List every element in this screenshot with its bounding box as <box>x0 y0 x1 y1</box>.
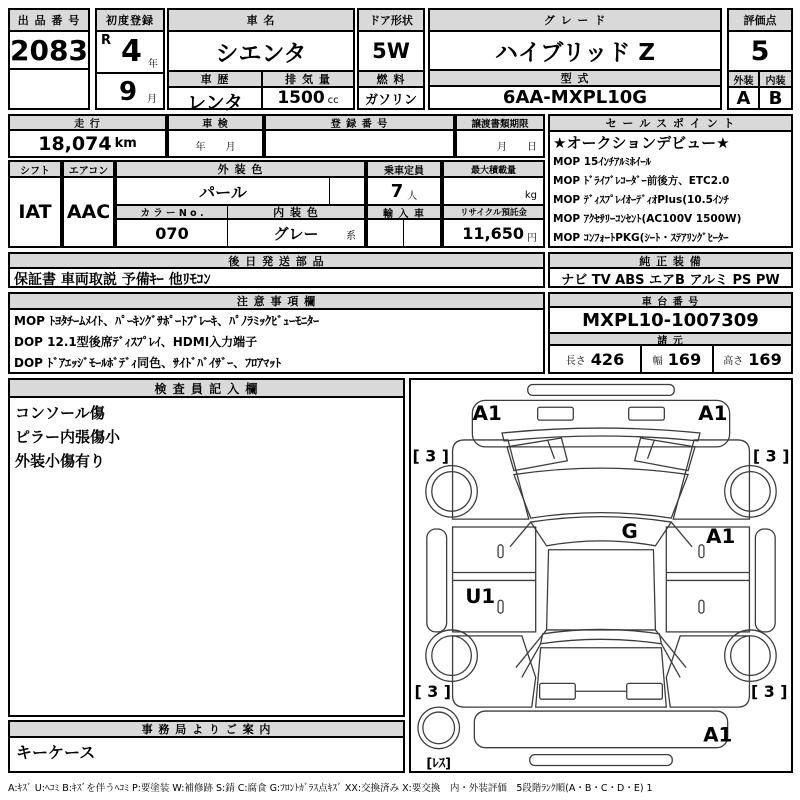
first-reg-month-cell <box>97 74 163 108</box>
damage-mark: A1 <box>706 524 736 548</box>
interior-label: 内装 <box>760 70 791 88</box>
sales-point-box <box>548 114 793 248</box>
auction-no-label: 出 品 番 号 <box>10 10 88 32</box>
mileage-value: 18,074 <box>38 132 112 155</box>
text-line: MOP 15ｲﾝﾁｱﾙﾐﾎｲｰﾙ <box>553 156 651 168</box>
int-color-label: 内 装 色 <box>228 204 364 220</box>
int-color-suffix: 系 <box>346 231 356 242</box>
auction-no-box <box>8 8 90 110</box>
office-box <box>8 720 405 773</box>
damage-mark: [ﾚｽ] <box>426 756 452 771</box>
car-name-box <box>167 8 355 114</box>
later-parts-box <box>8 252 545 288</box>
exterior-grade: A <box>729 88 760 108</box>
office-title: 事 務 局 よ り ご 案 内 <box>10 722 403 738</box>
year-unit: 年 <box>148 59 158 70</box>
payload-unit: kg <box>524 190 537 201</box>
inspection-value: 年 月 <box>195 142 236 153</box>
model-code-value: 6AA-MXPL10G <box>502 87 648 108</box>
car-damage-diagram <box>411 380 791 771</box>
grade-label: グ レ ー ド <box>430 10 720 32</box>
damage-marks <box>413 402 790 771</box>
score-value: 5 <box>750 35 770 67</box>
spec-band <box>8 160 545 248</box>
text-line: DOP 12.1型後席ﾃﾞｨｽﾌﾟﾚｲ、HDMI入力端子 <box>14 335 258 349</box>
length-cell <box>550 346 642 372</box>
chassis-number: MXPL10-1007309 <box>582 309 759 331</box>
month-unit: 月 <box>147 94 157 105</box>
capacity-unit: 人 <box>407 191 418 202</box>
shift-label: シフト <box>10 162 60 178</box>
sales-lines <box>553 153 788 248</box>
later-parts-content: 保証書 車両取説 予備ｷｰ 他ﾘﾓｺﾝ <box>14 272 211 288</box>
history-value: レンタ <box>187 92 243 114</box>
width-label: 幅 <box>652 355 663 367</box>
color-no-value: 070 <box>117 220 228 246</box>
payload-col <box>442 162 543 246</box>
capacity-col <box>366 162 442 246</box>
reg-year-value: 4 <box>121 34 142 69</box>
transfer-label: 譲渡書類期限 <box>457 116 543 131</box>
import-label: 輸 入 車 <box>368 204 440 220</box>
sales-headline: ★オークションデビュー★ <box>553 134 730 152</box>
recycle-label: リサイクル預託金 <box>444 204 543 220</box>
history-label: 車 歴 <box>169 70 261 88</box>
damage-mark: G <box>621 519 638 543</box>
capacity-label: 乗車定員 <box>368 162 440 178</box>
inspector-content <box>10 398 403 715</box>
damage-mark: [ 3 ] <box>414 682 452 702</box>
chassis-title: 車 台 番 号 <box>550 294 791 308</box>
recycle-cell <box>444 220 543 246</box>
ext-color-value: パール <box>199 182 247 202</box>
grade-box <box>428 8 722 110</box>
reg-no-label: 登 録 番 号 <box>266 116 453 131</box>
width-value: 169 <box>667 349 702 369</box>
aircon-value: AAC <box>66 201 111 223</box>
notes-content <box>10 310 543 374</box>
auction-no-empty-cell <box>10 70 88 108</box>
inspector-title: 検 査 員 記 入 欄 <box>10 380 403 398</box>
door-shape-box <box>357 8 425 110</box>
mileage-label: 走 行 <box>10 116 165 131</box>
equipment-box <box>548 252 793 288</box>
payload-label: 最大積載量 <box>444 162 543 178</box>
sales-point-content <box>550 132 791 249</box>
width-cell <box>642 346 714 372</box>
damage-mark: [ 3 ] <box>412 446 450 466</box>
height-cell <box>714 346 791 372</box>
transfer-col <box>455 116 543 156</box>
car-name-value: シエンタ <box>215 40 307 67</box>
height-label: 高さ <box>723 355 744 367</box>
spec-title: 諸 元 <box>550 332 791 346</box>
car-name-label: 車 名 <box>169 10 353 32</box>
history-col <box>169 70 261 114</box>
capacity-cell <box>368 178 440 204</box>
damage-mark: U1 <box>465 585 496 609</box>
ext-color-empty-cell <box>329 178 364 204</box>
aircon-label: エアコン <box>64 162 113 178</box>
text-line: コンソール傷 <box>15 404 105 422</box>
car-outline <box>418 385 776 766</box>
fuel-label: 燃 料 <box>359 70 423 88</box>
damage-mark: A1 <box>703 723 733 747</box>
recycle-unit: 円 <box>527 233 537 244</box>
height-value: 169 <box>748 349 782 369</box>
import-cell-left <box>368 220 404 246</box>
int-color-cell <box>228 220 364 246</box>
grade-value: ハイブリッド Z <box>494 40 656 66</box>
chassis-box <box>548 292 793 374</box>
text-line: DOP ﾄﾞｱｴｯｼﾞﾓｰﾙﾎﾞﾃﾞｨ同色、ｻｲﾄﾞﾊﾞｲｻﾞｰ、ﾌﾛｱﾏｯﾄ <box>14 356 282 370</box>
door-label: ドア形状 <box>359 10 423 32</box>
later-parts-title: 後 日 発 送 部 品 <box>10 254 543 269</box>
shift-value: IAT <box>18 201 52 223</box>
fuel-value: ガソリン <box>364 92 417 108</box>
notes-title: 注 意 事 項 欄 <box>10 294 543 310</box>
color-block <box>115 162 366 246</box>
damage-mark: [ 3 ] <box>752 446 790 466</box>
displacement-col <box>261 70 353 108</box>
mileage-col <box>10 116 167 156</box>
first-registration-box <box>95 8 165 110</box>
text-line: ピラー内張傷小 <box>15 428 121 446</box>
damage-diagram-box <box>409 378 793 773</box>
text-line: MOP ﾃﾞｨｽﾌﾟﾚｲｵｰﾃﾞｨｵPlus(10.5ｲﾝﾁ <box>553 194 729 206</box>
inspection-col <box>167 116 264 156</box>
text-line: MOP ﾄﾖﾀﾁｰﾑﾒｲﾄ、ﾊﾟｰｷﾝｸﾞｻﾎﾟｰﾄﾌﾞﾚｰｷ、ﾊﾟﾉﾗﾐｯｸﾋﾞｭｰﾓﾆﾀｰ <box>14 314 320 328</box>
notes-box <box>8 292 545 374</box>
interior-grade: B <box>768 87 783 109</box>
text-line: MOP ﾄﾞﾗｲﾌﾞﾚｺｰﾀﾞｰ前後方、ETC2.0 <box>553 175 730 187</box>
text-line: MOP ｱｸｾｻﾘｰｺﾝｾﾝﾄ(AC100V 1500W) <box>553 213 742 225</box>
text-line: MOP ｺﾝﾌｫｰﾄPKG(ｼｰﾄ・ｽﾃｱﾘﾝｸﾞﾋｰﾀｰ <box>553 232 729 244</box>
first-reg-label: 初度登録 <box>97 10 163 32</box>
score-box <box>727 8 793 110</box>
text-line: 外装小傷有り <box>15 452 106 470</box>
mileage-cell <box>10 131 165 156</box>
capacity-value: 7 <box>390 180 404 202</box>
damage-mark: A1 <box>698 402 728 426</box>
length-label: 長さ <box>565 355 586 367</box>
color-no-label: カ ラ ー N o . <box>117 204 228 220</box>
inspection-label: 車 検 <box>169 116 262 131</box>
damage-mark: [ 3 ] <box>750 682 788 702</box>
door-value: 5W <box>372 39 410 63</box>
equipment-items: ナビ TV ABS エアB アルミ PS PW <box>561 273 780 288</box>
reg-no-value <box>266 131 453 156</box>
shift-col <box>10 162 62 246</box>
inspector-box <box>8 378 405 717</box>
legend: A:ｷｽﾞ U:ﾍｺﾐ B:ｷｽﾞを伴うﾍｺﾐ P:要塗装 W:補修跡 S:錆 C:腐食 G:ﾌﾛﾝﾄｶﾞﾗｽ点ｷｽﾞ XX:交換済み X:要交換 内・外装評価 5段階ﾗﾝｸ順(A・B・C・D・E) 1 <box>8 783 653 794</box>
exterior-label: 外装 <box>729 70 760 88</box>
mileage-unit: km <box>114 136 137 151</box>
ext-color-label: 外 装 色 <box>117 162 364 178</box>
damage-mark: A1 <box>472 402 502 426</box>
transfer-value: 月 日 <box>497 142 537 153</box>
aircon-col <box>62 162 115 246</box>
auction-no-value: 2083 <box>10 32 88 70</box>
registration-band <box>8 114 545 158</box>
displacement-value: 1500 <box>277 88 325 108</box>
displacement-label: 排 気 量 <box>263 70 353 88</box>
sales-point-title: セ ー ル ス ポ イ ン ト <box>550 116 791 132</box>
length-value: 426 <box>590 349 625 369</box>
first-reg-year-cell <box>97 32 163 74</box>
reg-no-col <box>264 116 455 156</box>
displacement-unit: cc <box>327 95 339 106</box>
reg-month-value: 9 <box>119 77 138 107</box>
displacement-cell <box>263 88 353 108</box>
era-value: R <box>101 33 112 48</box>
int-color-value: グレー <box>273 224 319 243</box>
equipment-title: 純 正 装 備 <box>550 254 791 269</box>
office-content: キーケース <box>16 743 96 762</box>
model-label: 型 式 <box>430 69 720 87</box>
import-cell-right <box>404 220 440 246</box>
recycle-fee-value: 11,650 <box>462 223 524 243</box>
score-label: 評価点 <box>729 10 791 32</box>
